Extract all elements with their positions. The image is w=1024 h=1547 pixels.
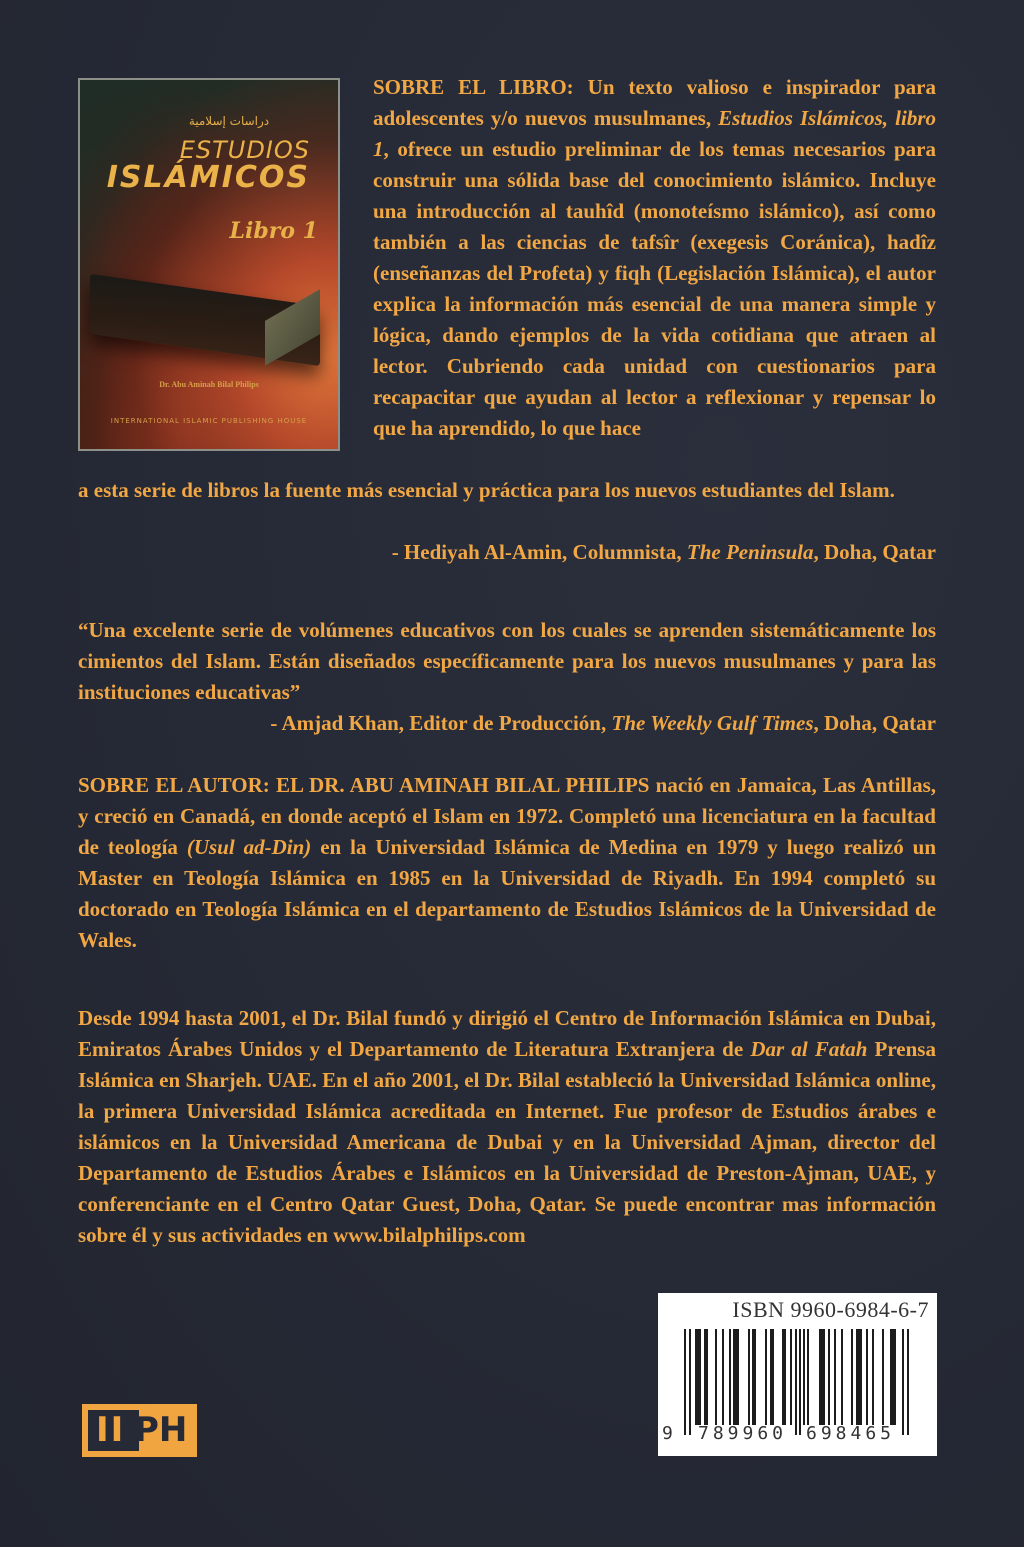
about-book-attribution (392, 537, 936, 568)
career-paragraph (78, 1003, 936, 1251)
review-quote-attribution (270, 708, 936, 739)
iiph-publisher-logo (82, 1404, 197, 1457)
attribution-author: - Hediyah Al-Amin, Columnista, (391, 540, 687, 564)
about-author-label: SOBRE EL AUTOR: EL DR. ABU AMINAH BILAL PHILIPS (78, 773, 650, 797)
attribution-publication: The Peninsula (686, 540, 814, 564)
career-text-a: Desde 1994 hasta 2001, el Dr. Bilal fundó y dirigió el Centro de Información Islámica en Dubai, Emiratos Árabes Unidos y el Departamento de Literatura Extranjera de (78, 1006, 936, 1061)
career-italic: Dar al Fatah (750, 1037, 868, 1061)
about-author-text-b: en la Universidad Islámica de Medina en 1979 y luego realizó un Master en Teología Islámica en 1985 en la Universidad de Riyadh. En 1994 completó su doctorado en Teología Islámica en el departamento de Estudios Islámicos de la Universidad de Wales. (78, 835, 936, 952)
isbn-barcode (658, 1293, 937, 1456)
about-author-paragraph (78, 770, 936, 956)
logo-text-right: PH (134, 1410, 188, 1450)
about-book-text-b: , ofrece un estudio preliminar de los temas necesarios para construir una sólida base del conocimiento islámico. Incluye una introducción al tauhîd (monoteísmo islámico), así como también a las ciencias de tafsîr (exegesis Coránica), hadîz (enseñanzas del Profeta) y fiqh (Legislación Islámica), el autor explica la información más esencial de una manera simple y lógica, dando ejemplos de la vida cotidiana que atraen al lector. Cubriendo cada unidad con cuestionarios para recapacitar que ayudan al lector a reflexionar y repensar lo que ha aprendido, lo que hace (373, 137, 936, 440)
barcode-right-digits: 698465 (806, 1423, 896, 1444)
about-book-text-a: Un texto valioso e inspirador para adolescentes y/o nuevos musulmanes, (373, 75, 936, 130)
barcode-bars-icon (684, 1329, 914, 1435)
career-text-b: Prensa Islámica en Sharjeh. UAE. En el año 2001, el Dr. Bilal estableció la Universidad Islámica online, la primera Universidad Islámica acreditada en Internet. Fue profesor de Estudios árabes e islámicos en la Universidad Americana de Dubai y en la Universidad Ajman, director del Departamento de Estudios Árabes e Islámicos en la Universidad de Preston-Ajman, UAE, y conferenciante en el Centro Qatar Guest, Doha, Qatar. Se puede encontrar mas información sobre él y sus actividades en www.bilalphilips.com (78, 1037, 936, 1247)
barcode-left-digits: 789960 (698, 1423, 788, 1444)
cover-publisher: INTERNATIONAL ISLAMIC PUBLISHING HOUSE (110, 417, 308, 425)
about-book-title-italic: Estudios Islámicos, libro 1 (373, 106, 936, 161)
cover-arabic-title: دراسات إسلامية (188, 114, 270, 128)
barcode-lead-digit: 9 (662, 1423, 673, 1444)
attribution-location: , Doha, Qatar (813, 540, 936, 564)
cover-title-line2: ISLÁMICOS (106, 160, 310, 195)
book-cover-image (78, 78, 340, 451)
about-book-text-c: a esta serie de libros la fuente más esencial y práctica para los nuevos estudiantes del Islam. (78, 478, 895, 502)
logo-text-left: II (96, 1410, 126, 1450)
review-quote (78, 615, 936, 708)
about-book-paragraph (373, 72, 936, 444)
quote-attribution-author: - Amjad Khan, Editor de Producción, (270, 711, 612, 735)
cover-author: Dr. Abu Aminah Bilal Philips (159, 380, 259, 389)
cover-title-line1: ESTUDIOS (179, 136, 310, 164)
about-author-italic: (Usul ad-Din) (186, 835, 312, 859)
about-book-paragraph-continued (78, 475, 936, 506)
about-book-label: SOBRE EL LIBRO: (373, 75, 574, 99)
review-quote-text: “Una excelente serie de volúmenes educativos con los cuales se aprenden sistemáticamente los cimientos del Islam. Están diseñados específicamente para los nuevos musulmanes y para las instituciones educativas” (78, 618, 936, 704)
quote-attribution-publication: The Weekly Gulf Times (611, 711, 814, 735)
cover-volume: Libro 1 (229, 218, 318, 244)
quote-attribution-location: , Doha, Qatar (813, 711, 936, 735)
about-author-text-a: nació en Jamaica, Las Antillas, y creció en Canadá, en donde aceptó el Islam en 1972. Completó una licenciatura en la facultad de teología (78, 773, 936, 859)
isbn-label: ISBN 9960-6984-6-7 (732, 1297, 929, 1322)
